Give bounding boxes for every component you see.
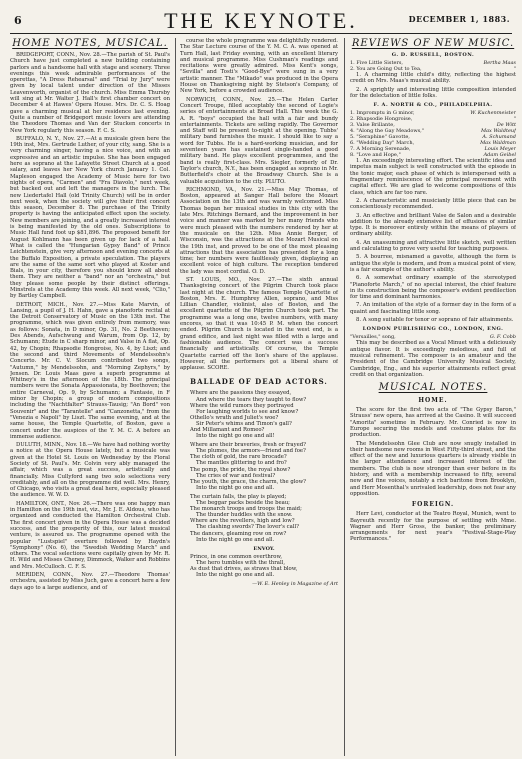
poem-line: Where are the passions they essayed, xyxy=(190,390,292,397)
poem-line: The youth, the grace, the charm, the glow? xyxy=(190,478,306,485)
piece-title: 1. Five Little Sisters, xyxy=(350,60,403,66)
column-reviews xyxy=(350,38,516,545)
masthead xyxy=(6,4,516,32)
poem-attribution: —W. E. Henley in Magazine of Art xyxy=(252,581,338,588)
piece-title: 8. "Love and Hope," xyxy=(350,152,401,159)
review-paragraph: 6. A somewhat ordinary example of the stereotyped "Pianoforte March," of no special interest, the chief feature in its construction being the composer's evident predilection for time and dominant harmonies. xyxy=(350,275,516,301)
poem-stanza xyxy=(190,390,338,439)
poem-stanza xyxy=(190,442,338,491)
newspaper-title: THE KEYNOTE. xyxy=(164,8,358,33)
article-paragraph: HAMILTON, ONT., Nov. 26.—There was one happy man in Hamilton on the 19th inst, viz., Mr. J. E. Aldous, who has organized and conducted the Hamilton Orchestral Club. The first concert given in the Opera House was a decided success, and the prosperity of this, our latest musical venture, is assured us. The programme opened with the popular "Lustspiel" overture followed by Haydn's "Symphony" (No. 6), the "Swedish Wedding March" and others. The vocal selections were capitally given by Mr. R. H. Wild and Misses Cheney, Dimmock, Walker and Robbins and Mrs. McCulloch. C. F. S. xyxy=(10,500,170,570)
poem-line: Where the wild rumors they portrayed xyxy=(190,402,294,409)
publisher-name: G. D. RUSSELL, BOSTON. xyxy=(391,52,475,58)
news-paragraph: The Mendelssohn Glee Club are now snugly installed in their handsome new rooms in West Fifty-third street, and the effect of the new and luxurious quarters is already visible in the larger attendance and increased interest of the members. The club is now stronger than ever before in its history, and with a membership increased to fifty, several new and fine voices, notably a rich baritone from Brooklyn, and Herr Mosenthal's unrivaled leadership, does not fear any opposition. xyxy=(350,440,516,497)
poem-line: Where are their braveries, fresh or frayed? xyxy=(190,442,306,449)
article-paragraph: NORWICH, CONN., Nov. 25.—The Helen Carter Concert Troupe, filled acceptably the second of Logie's series of entertainments at Broad Hall. This week the G. A. R. "boys" occupied the hall with a fair and bundy entertainments. Tickets are selling rapidly. The Governor and Staff will be present to-night at the opening. Tubbs' military band furnishes the music. I should like to say a word for Tubbs. He is a hard-working musician, and for seventeen years has sustained single-handed a good military band. He plays excellent programmes, and the band is really first-class. Mrs. Siegler, formerly of Dr. Taylor's church, N.Y., has been engaged as soprano in Mr. Butterfield's choir at the Broadway Church. She is a valuable acquisition to the city. PLUTO. xyxy=(180,96,338,185)
piece-author: G. F. Cobb xyxy=(489,334,516,341)
poem-line: Sir Peter's whims and Timon's gall? xyxy=(196,420,292,427)
poem-line: For laughing worlds to see and know? xyxy=(196,408,299,415)
poem-title: BALLADE OF DEAD ACTORS. xyxy=(190,377,328,387)
piece-author: " xyxy=(513,66,516,72)
poem-line: Into the night go one and all. xyxy=(196,484,275,491)
poem-line: The plumes, the armors—friend and foe? xyxy=(196,448,306,455)
article-paragraph: course the whole programme was delightfully rendered. The Star Lecture course of the Y. M. C. A. was opened at Turn Hall, last Friday evening, with an excellent literary and musical programme. Miss Cushman's readings and recitations were greatly admired. Miss Kent's songs, "Sevilla" and Tosti's "Good-Bye" were sung in a very artistic manner. The "Mikado" was produced in the Opera House on Thanksgiving night by Stetson's Company, of New York, before a crowded audience. xyxy=(180,38,338,95)
poem-line: Into the night go one and all! xyxy=(196,433,275,440)
section-heading: REVIEWS OF NEW MUSIC. xyxy=(351,38,515,49)
poem-line: Where are the revellers, high and low? xyxy=(190,518,295,525)
column-divider xyxy=(344,38,345,756)
piece-title: 4. "Along the Gay Meadows," xyxy=(350,128,425,135)
poem-line: The clashing swords? The lover's call? xyxy=(196,524,300,531)
subsection-heading: HOME. xyxy=(418,397,448,405)
poem-envoy-label: ENVOY. xyxy=(253,545,275,552)
review-paragraph: 4. An unassuming and attractive little sketch, well written and calculating to prove very useful for teaching purposes. xyxy=(350,239,516,253)
poem-line: The hero tumbles with the thrall, xyxy=(196,559,286,566)
issue-date: DECEMBER 1, 1883. xyxy=(408,14,510,24)
poem-line: The thunder huddles with the snow. xyxy=(196,512,293,519)
review-paragraph: This may be described as a Vocal Minuet with a deliciously antique flavor. It is exceedingly melodious, and full of musical refinement. The composer is an amateur and the President of the Cambridge University Musical Society, Cambridge, Eng., and his superior attainments reflect great credit on that organization. xyxy=(350,340,516,378)
piece-author: " xyxy=(513,116,516,123)
poem-line: The monarch troops and troops the maid; xyxy=(190,506,302,513)
review-paragraph: 5. A bourree, misnamed a gavotte, although the form is antique the style is modern, and from a musical point of view, is a fair example of the author's ability. xyxy=(350,254,516,273)
section-heading: MUSICAL NOTES. xyxy=(378,382,488,394)
piece-title: 2. You are Going Out to Tea, xyxy=(350,66,422,72)
article-paragraph: DETROIT, MICH., Nov. 27.—Miss Kate Marvin, of Lansing, a pupil of J. H. Hahn, gave a pianoforte recital at the Detroit Conservatory of Music on the 13th inst. The programme, which was given entirely from memory, was as follows: Sonata, in D minor, Op. 31, No. 2 Beethoven; Des Abends, Aufschwung and Warum, from Op. 12, by Schumann; Etude in C sharp minor, and Valse in A flat, Op. 42, by Chopin; Rhapsodie Hongroise, No. 4, by Liszt; and the second and third Movements of Mendelssohn's Concerto. Mr. C. V. Slocum contributed two songs, "Autumn," by Mendelssohn, and "Morning Zephyrs," by Jensen. Dr. Louis Maas gave a superb programme at Whitney's in the afternoon of the 18th. The principal numbers were the Sonata Appassionata, by Beethoven; the entire Carneval, Op. 9, by Schumann; a Fantasie, in F minor by Chopin; a group of modern compositions including the "Nachtfalter" Strauss-Tausig; "An Bord" von Souvenir" and the "Tarantelle" and "Canzonetta," from the "Venezia e Napoli" by Liszt. The same evening, and at the same house, the Temple Quartette, of Boston, gave a concert under the auspices of the Y. M. C. A before an immense audience. xyxy=(10,301,170,440)
poem-line: The curtain falls, the play is played; xyxy=(190,493,287,500)
piece-author: Bertha Maas xyxy=(483,60,516,66)
piece-title: 7. A Morning Serenade, xyxy=(350,146,411,153)
piece-author: Max Waldman xyxy=(480,140,516,147)
column-continued xyxy=(180,38,338,587)
article-paragraph: RICHMOND, VA., Nov. 21.—Miss May Thomas, of Boston, appeared at Sanger Hall before the Mozart Association on the 13th and was warmly welcomed. Miss Thomas began her musical studies in this city with the late Mrs. Ritchings Bernard, and the improvement in her voice and manner was marked by her many friends who were much pleased with the numbers rendered by her at the musicale on the 12th. Miss Annie Berger, of Wisconsin, was the attractions at the Mozart Musical on the 19th inst, and proved to be one of the most pleasing attractions that the association has presented for a long time; her numbers were faultlessly given, displaying an excellent voice of high culture. The reception tendered the lady was most cordial. O. D. xyxy=(180,186,338,275)
page-number: 6 xyxy=(14,14,22,27)
poem-line: As dust that drives, as straws that blow, xyxy=(190,565,298,572)
poem-line: The cries of war and festival? xyxy=(196,472,276,479)
column-divider xyxy=(175,38,176,756)
poem-line: The dancers, gleaming row on row? xyxy=(190,530,287,537)
piece-title: "Versailles," song, xyxy=(350,334,396,341)
article-paragraph: MERIDEN, CONN., Nov. 27.—Theodore Thomas' orchestra, assisted by Miss Juch, gave a concert here a few days ago to a large audience, and of xyxy=(10,572,170,591)
article-paragraph: BRIDGEPORT, CONN., Nov. 28.—The parish of St. Paul's Church have just completed a new building containing parlors and a handsome hall with stage and scenery. Three evenings this week admirable performances of the operettas, "A Dress Rehearsal" and "Trial by Jury" were given by local talent under direction of the Misses Leavenworth, organist of the church. Miss Emma Thursby will sing at Mr. Walter J. Hall's first chamber concert on December 4 at Hawes' Opera House. Mrs. Dr. C. S. Hoag gave a charming musical at her residence last evening. Quite a number of Bridgeport music lovers are attending the Theodore Thomas and Van der Stucken concerts in New York regularly this season. F. C. S. xyxy=(10,52,170,134)
poem-line: The beggar packs beside the beau; xyxy=(196,500,290,507)
publisher-name: F. A. NORTH & CO., PHILADELPHIA. xyxy=(373,102,493,109)
poem-line: Othello's wrath and Juliet's woe? xyxy=(190,414,279,421)
piece-title: 6. "Wedding Day" March, xyxy=(350,140,415,147)
piece-title: 2. Rhapsodie Hongroise, xyxy=(350,116,413,123)
review-paragraph: 8. A song suitable for tenor or soprano of fair attainments. xyxy=(356,317,514,324)
piece-author: Louis Meyer xyxy=(484,146,516,153)
review-paragraph: 1. An exceedingly interesting effort. The scientific idea and impetus main subject is well constructed with the episode in the tonic major, each phase of which is interspersed with a fragmentary reminiscence of the principal movement with capital effect. We are glad to welcome compositions of this class, which are far too rare. xyxy=(350,158,516,196)
poem-line: The pomp, the pride, the royal show? xyxy=(190,466,291,473)
article-paragraph: ST. LOUIS, MO., Nov. 27.—The sixth annual Thanksgiving concert of the Pilgrim Church took place last night at the church. The famous Temple Quartette of Boston, Mrs. E. Humphrey Allen, soprano, and Miss Lillian Chandler, violinist, also of Boston, and the excellent quartette of the Pilgrim Church took part. The programme was a long one, twelve numbers, with many encores, so that it was 10:45 P. M. when the concert ended. Pilgrim Church is located in the west end, is a grand edifice, and last night was filled with a large and fashionable audience. The concert was a success financially and artistically. Of course, the Temple Quartette carried off the lion's share of the applause. However, all the performers got a liberal share of applause. SCORE. xyxy=(180,276,338,372)
review-paragraph: 2. A characteristic and musicianly little piece that can be conscientiously recommended. xyxy=(350,197,516,211)
poem-envoy xyxy=(190,554,338,578)
article-paragraph: DULUTH, MINN., Nov. 18.—We have had nothing worthy a notice at the Opera House lately, but a musicale was given at the Hotel St. Louis on Wednesday by the Floral Society of St. Paul's. Mr. Colvin very ably managed the affair, which was a great success, artistically and financially. Miss Cullyford sang two solo selections very creditably, and all on the programme did well. Mrs. Henry, of Chicago, who visits a great deal here, especially pleased the audience. W. W. D. xyxy=(10,442,170,499)
piece-title: 3. Valse Brillante, xyxy=(350,122,395,129)
news-paragraph: Herr Levi, conductor at the Teatro Royal, Munich, went to Bayreuth recently for the purpose of settling with Mme. Wagner and Herr Gross, the banker, the preliminary arrangements for next year's "Festival-Stage-Play Performances." xyxy=(350,511,516,543)
masthead-rule xyxy=(10,33,512,34)
columns xyxy=(10,38,516,756)
poem-line: And Millamant and Romeo? xyxy=(190,427,265,433)
column-home-notes xyxy=(10,38,170,593)
newspaper-page xyxy=(6,4,516,756)
poem-line: Prince, in one common overthrow, xyxy=(190,553,283,560)
subsection-heading: FOREIGN. xyxy=(411,501,455,509)
poem-line: And where the tears they taught to flow? xyxy=(196,396,307,403)
piece-author: Max Waldteuf xyxy=(480,128,516,135)
review-paragraph: 3. An effective and brilliant Valse de Salon and a desirable addition to the already extensive list of effusions of similar type. It is moreover entirely within the means of players of ordinary ability. xyxy=(350,212,516,238)
poem-line: The cloth of gold, the rare brocade? xyxy=(190,454,287,461)
poem-line: The mantles glittering to and fro? xyxy=(196,460,287,467)
poem-line: Into the night go one and all. xyxy=(196,572,275,579)
review-paragraph: 2. A sprightly and interesting little composition intended for the delectation of little folks. xyxy=(350,86,516,99)
piece-author: De Witt xyxy=(496,122,516,129)
piece-author: Adam Geibel xyxy=(483,152,516,159)
piece-title: 1. Impromptu in G minor, xyxy=(350,110,415,117)
poem xyxy=(180,390,338,587)
section-heading: HOME NOTES, MUSICAL. xyxy=(12,38,168,49)
poem-line: Into the night go one and all. xyxy=(196,536,275,543)
review-paragraph: 1. A charming little child's ditty, reflecting the highest credit on Mrs. Maas's musical ability. xyxy=(350,72,516,85)
publisher-name: LONDON PUBLISHING CO., LONDON, ENG. xyxy=(362,326,504,333)
piece-author: A. Schumand xyxy=(482,134,516,141)
piece-title: 5. "Seraphine" Gavotte, xyxy=(350,134,410,141)
piece-author: W. Kuchenmeister xyxy=(470,110,516,117)
article-paragraph: BUFFALO, N. Y., Nov. 27.—At a musicale given here the 19th inst, Mrs. Gertrude Luther, of your city, sang. She is a very charming singer, having a nice voice, and with an expressive and an artistic impulse. She has been engaged here as soprano at the Lafayette Street Church at a good salary, and leaves her New York church January 1. Col. Mapleson engaged the Academy of Music here for two nights of opera, "Carmen" and "Fra Diavolo," next week, but backed out and left the managers in the lurch. The new Liedertafel Hall (old Trinity Church) will be in order next week, when the society will give their first concert this season, December 8. The purchase of the Trinity property is having the anticipated effect upon the society. New members are joining, and a greatly increased interest is being manifested by the old ones. Subscriptions to Music Hall fund foot up $81,896. The proposed benefit for August Kohlmann has been given up for lack of a hall. What is called the "Hungarian Gypsy Band" of Prince Leichtenstein, give very afternoon and evening concerts at the Buffalo Exposition, a private speculation. The players are the same of the same sort who played at Koster and Bials, in your city, therefore you should know all about them. They are neither a "band" nor an "orchestra," but they please some people by their distinct offerings. Minstrels at the Academy this week. All next week, "Clio," by Bartley Campbell. xyxy=(10,135,170,300)
news-paragraph: The score for the first two acts of "The Gypsy Baron," Strauss' new opera, has arrived at the Casino. It will succeed "Amorita" sometime in February. Mr. Conried is now in Europe securing the models and costume plates for its production. xyxy=(350,407,516,439)
poem-stanza xyxy=(190,494,338,543)
review-paragraph: 7. An imitation of the style of a former day in the form of a quaint and fascinating little song. xyxy=(350,302,516,315)
